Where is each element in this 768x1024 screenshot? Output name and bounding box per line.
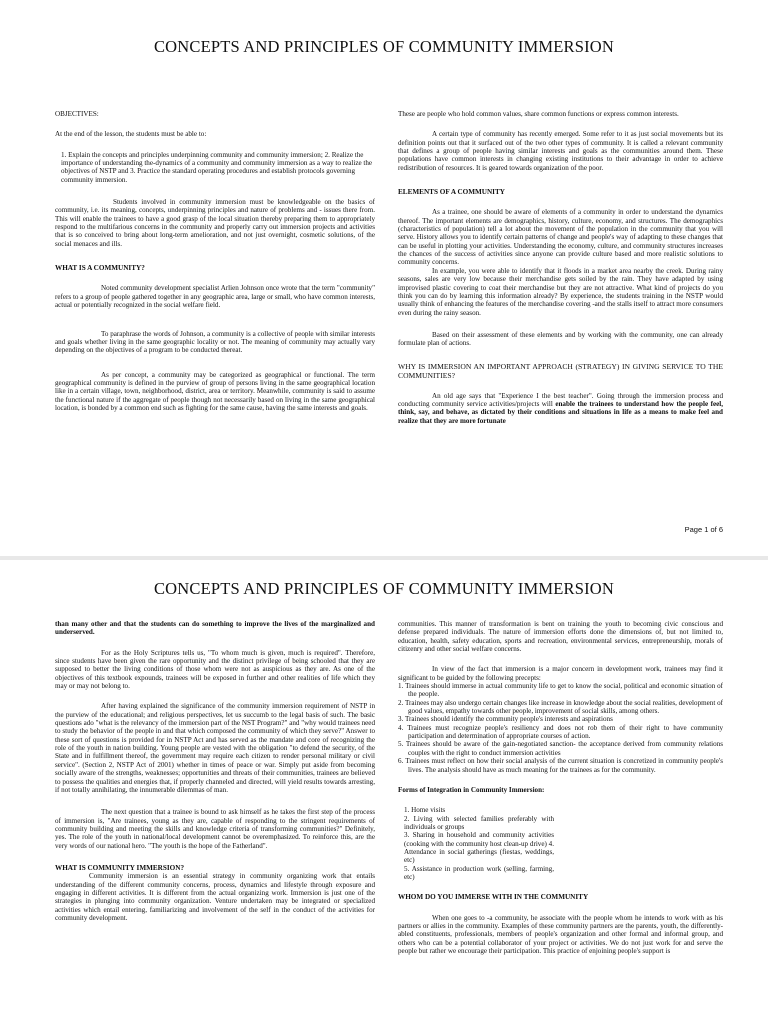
relevant-community-paragraph: A certain type of community has recently emerged. Some refer to it as just social movements but its definition points out that it surfaced out of the two other types of community. It is called a relevant community that defines a group of people having similar interests and goals as the communities around them. These populations have common interests in changing existing institutions to their advantage in order to achieve redistribution of resources. It is geared towards organization of the poor. xyxy=(398,130,723,172)
precepts-list xyxy=(398,682,723,774)
forms-list xyxy=(398,806,554,881)
objectives-list: 1. Explain the concepts and principles underpinning community and community immersion; 2. Realize the importance of understanding the-dynamics of a community and community immersion as a way to realize the objectives of NSTP and 3. Practice the standard operating procedures and establish protocols governing community immersion. xyxy=(61,150,373,184)
adage-bold-text: enable the trainees to understand how the people feel, think, say, and behave, as dictated by their conditions and situations in life as a means to make feel and realize that they are more fortunate xyxy=(398,399,723,425)
common-values-paragraph: These are people who hold common values, share common functions or express common interests. xyxy=(398,110,679,118)
page-number: Page 1 of 6 xyxy=(684,525,723,534)
precepts-intro-paragraph: In view of the fact that immersion is a major concern in development work, trainees may find it significant to be guided by the following precepts: xyxy=(398,665,723,682)
section-heading-elements: ELEMENTS OF A COMMUNITY xyxy=(398,188,505,197)
list-item: 6. Trainees must reflect on how their social analysis of the current situation is concretized in community people's lives. The analysis should have as much meaning for the trainees as for the community. xyxy=(398,757,723,774)
adage-text: An old age says that "Experience I the best teacher". Going through the immersion process and conducting community service activities/projects will xyxy=(398,391,723,408)
scripture-paragraph: For as the Holy Scriptures tells us, "To whom much is given, much is required". Therefore, since students have been given the rare opportunity and the distinct privilege of being schooled that they are supposed to better the living conditions of those whom were not as auspicious as they are. As one of the objectives of this textbook expounds, trainees will be exposed in further and other realities of life which they may or may not belong to. xyxy=(55,648,375,691)
page-title: CONCEPTS AND PRINCIPLES OF COMMUNITY IMMERSION xyxy=(153,37,615,56)
section-heading-what-is-community: WHAT IS A COMMUNITY? xyxy=(55,264,145,273)
list-item: 3. Sharing in household and community activities (cooking with the community host clean-up drive) 4. Attendance in social gatherings (fiestas, weddings, etc) xyxy=(404,831,554,865)
forms-heading: Forms of Integration in Community Immersion: xyxy=(398,785,545,794)
document-page-2 xyxy=(0,560,768,1024)
list-item: 5. Trainees should be aware of the gain-negotiated sanction- the acceptance derived from community relations couples with the right to conduct immersion activities xyxy=(398,740,723,757)
right-column xyxy=(398,110,723,425)
immersion-definition-paragraph: Community immersion is an essential strategy in community organizing work that entails understanding of the different community concerns, process, dynamics and lifestyle through exposure and engaging in different activities. It is different from the actual organizing work. Immersion is just one of the strategies in plunging into community organization. Venture undertaken may be integrated or specialized activities which entail entering, familiarizing and involvement of the self in the conduct of the activities for community development. xyxy=(55,872,375,922)
whom-paragraph: When one goes to -a community, he associate with the people whom he intends to work with as his partners or allies in the community. Examples of these community partners are the parents, youth, the differently-abled constituents, professionals, members of people's organization and other formal and informal group, and others who can be a potential collaborator of your project or activities. We do not just work for and serve the people but rather we encourage their participation. This practice of enjoining people's support is xyxy=(398,913,723,955)
johnson-paragraph: Noted community development specialist Arlien Johnson once wrote that the term "community" refers to a group of people gathered together in any geographic area, large or small, who have common interests, actual or potentially recognized in the social welfare field. xyxy=(55,284,375,310)
continued-bold-text: than many other and that the students can do something to improve the lives of the marginalized and underserved. xyxy=(55,620,375,637)
elements-paragraph: As a trainee, one should be aware of elements of a community in order to understand the dynamics thereof. The important elements are demographics, history, culture, economy, and structures. The demographics (characteristics of population) tell a lot about the movement of the population in the community that you will serve. History allows you to identify certain patterns of change and people's way of adapting to these changes that can be useful in plotting your activities. Understanding the economy, culture, and community structures increases the chances of the success of activities since anyone can provide culture based and more realistic solutions to community concerns. xyxy=(398,208,723,267)
list-item: 5. Assistance in production work (selling, farming, etc) xyxy=(404,864,554,881)
section-heading-whom: WHOM DO YOU IMMERSE WITH IN THE COMMUNITY xyxy=(398,893,589,902)
left-column xyxy=(55,110,375,412)
legal-basis-paragraph: After having explained the significance of the community immersion requirement of NSTP in the purview of the educational; and religious perspectives, let us succumb to the legal basis of such. The basic questions ado "what is the relevancy of the immersion part of the NST Program?" and "why would trainees need to study the behavior of the people in and that which composed the community of which they serve?" Answer to these sort of questions is provided for in NSTP Act and has served as the mandate and core of recognizing the role of the youth in nation building. Young people are vested with the obligation "to defend the security, of the State and in fulfillment thereof, the government may require each citizen to render personal military or civil service". (Section 2, NSTP Act of 2001) whether in times of peace or war. Simply put aside from becoming socially aware of the strengths, weaknesses; opportunities and threats of their communities, trainees are believed to possess the qualities and energies that, if properly channeled and directed, will yield results towards arresting, if not totally annihilating, the innumerable dilemmas of man. xyxy=(55,702,375,794)
left-column xyxy=(55,620,375,922)
youth-paragraph: The next question that a trainee is bound to ask himself as he takes the first step of the process of immersion is, "Are trainees, young as they are, capable of responding to the stringent requirements of community building and meeting the skills and knowledge criteria of transforming communities?" Definitely, yes. The role of the youth in national/local development cannot be overemphasized. To reinforce this, are the very words of our national hero. "The youth is the hope of the Fatherland". xyxy=(55,808,375,850)
list-item: 1. Trainees should immerse in actual community life to get to know the social, political and economic situation of the people. xyxy=(398,682,723,699)
list-item: 2. Living with selected families preferably with individuals or groups xyxy=(404,814,554,831)
list-item: 1. Home visits xyxy=(404,806,446,815)
adage-paragraph xyxy=(398,392,723,425)
intro-paragraph: Students involved in community immersion must be knowledgeable on the basics of community, i.e. its meaning, concepts, underpinning principles and nature of problems and - issues there from. This will enable the trainees to have a good grasp of the local situation thereby preparing them to appropriately respond to the multifarious concerns in the community and properly carry out immersion projects and activities that is so conceived to bring about long-term amelioration, and not just overnight, cosmetic solutions, of the social menaces and ills. xyxy=(55,198,375,248)
list-item: 2. Trainees may also undergo certain changes like increase in knowledge about the social realities, development of good values, empathy towards other people, improvement of social skills, among others. xyxy=(398,698,723,716)
paraphrase-paragraph: To paraphrase the words of Johnson, a community is a collective of people with similar interests and goals whether living in the same geographic locality or not. The meaning of community may actually vary depending on the objectives of a program to be conducted thereat. xyxy=(55,329,375,355)
list-item: 4. Trainees must recognize people's resiliency and does not rob them of their right to have community participation and determination of appropriate courses of action. xyxy=(398,723,723,741)
based-paragraph: Based on their assessment of these elements and by working with the community, one can already formulate plan of actions. xyxy=(398,330,723,348)
section-heading-why-immersion: WHY IS IMMERSION AN IMPORTANT APPROACH (STRATEGY) IN GIVING SERVICE TO THE COMMUNITIES? xyxy=(398,361,723,380)
right-column xyxy=(398,620,723,955)
example-paragraph: In example, you were able to identify that it floods in a market area nearby the creek. During rainy seasons, sales are very low because their merchandise gets soiled by the rain. They have adapted by using improvised plastic covering to coat their merchandise but they are not attractive. What kind of projects do you think you can do by learning this information already? By experience, the students training in the NSTP would usually think of enhancing the features of the merchandise covering -and the stalls itself to attract more consumers even during the rainy season. xyxy=(398,266,723,317)
list-item: 3. Trainees should identify the community people's interests and aspirations xyxy=(398,715,613,724)
objectives-label: OBJECTIVES: xyxy=(55,110,99,118)
categories-paragraph: As per concept, a community may be categorized as geographical or functional. The term geographical community is defined in the purview of group of persons living in the same geographical location like in a certain village, town, neighborhood, district, area or territory. Meanwhile, community is said to assume the functional nature if the aggregate of people though not necessarily based on living in the same geographical location, is bonded by a common end such as fighting for the same cause, having the same interests and goals. xyxy=(55,370,375,412)
continued-paragraph: communities. This manner of transformation is bent on training the youth to becoming civic conscious and defense prepared individuals. The nature of immersion efforts done the dimensions of, but not limited to, education, health, safety education, sports and recreation, environmental services, entrepreneurship, morals of citizenry and other social welfare concerns. xyxy=(398,620,723,654)
objectives-intro: At the end of the lesson, the students must be able to: xyxy=(55,130,207,139)
page-title: CONCEPTS AND PRINCIPLES OF COMMUNITY IMMERSION xyxy=(153,579,615,598)
section-heading-what-is-immersion: WHAT IS COMMUNITY IMMERSION? xyxy=(55,863,185,872)
